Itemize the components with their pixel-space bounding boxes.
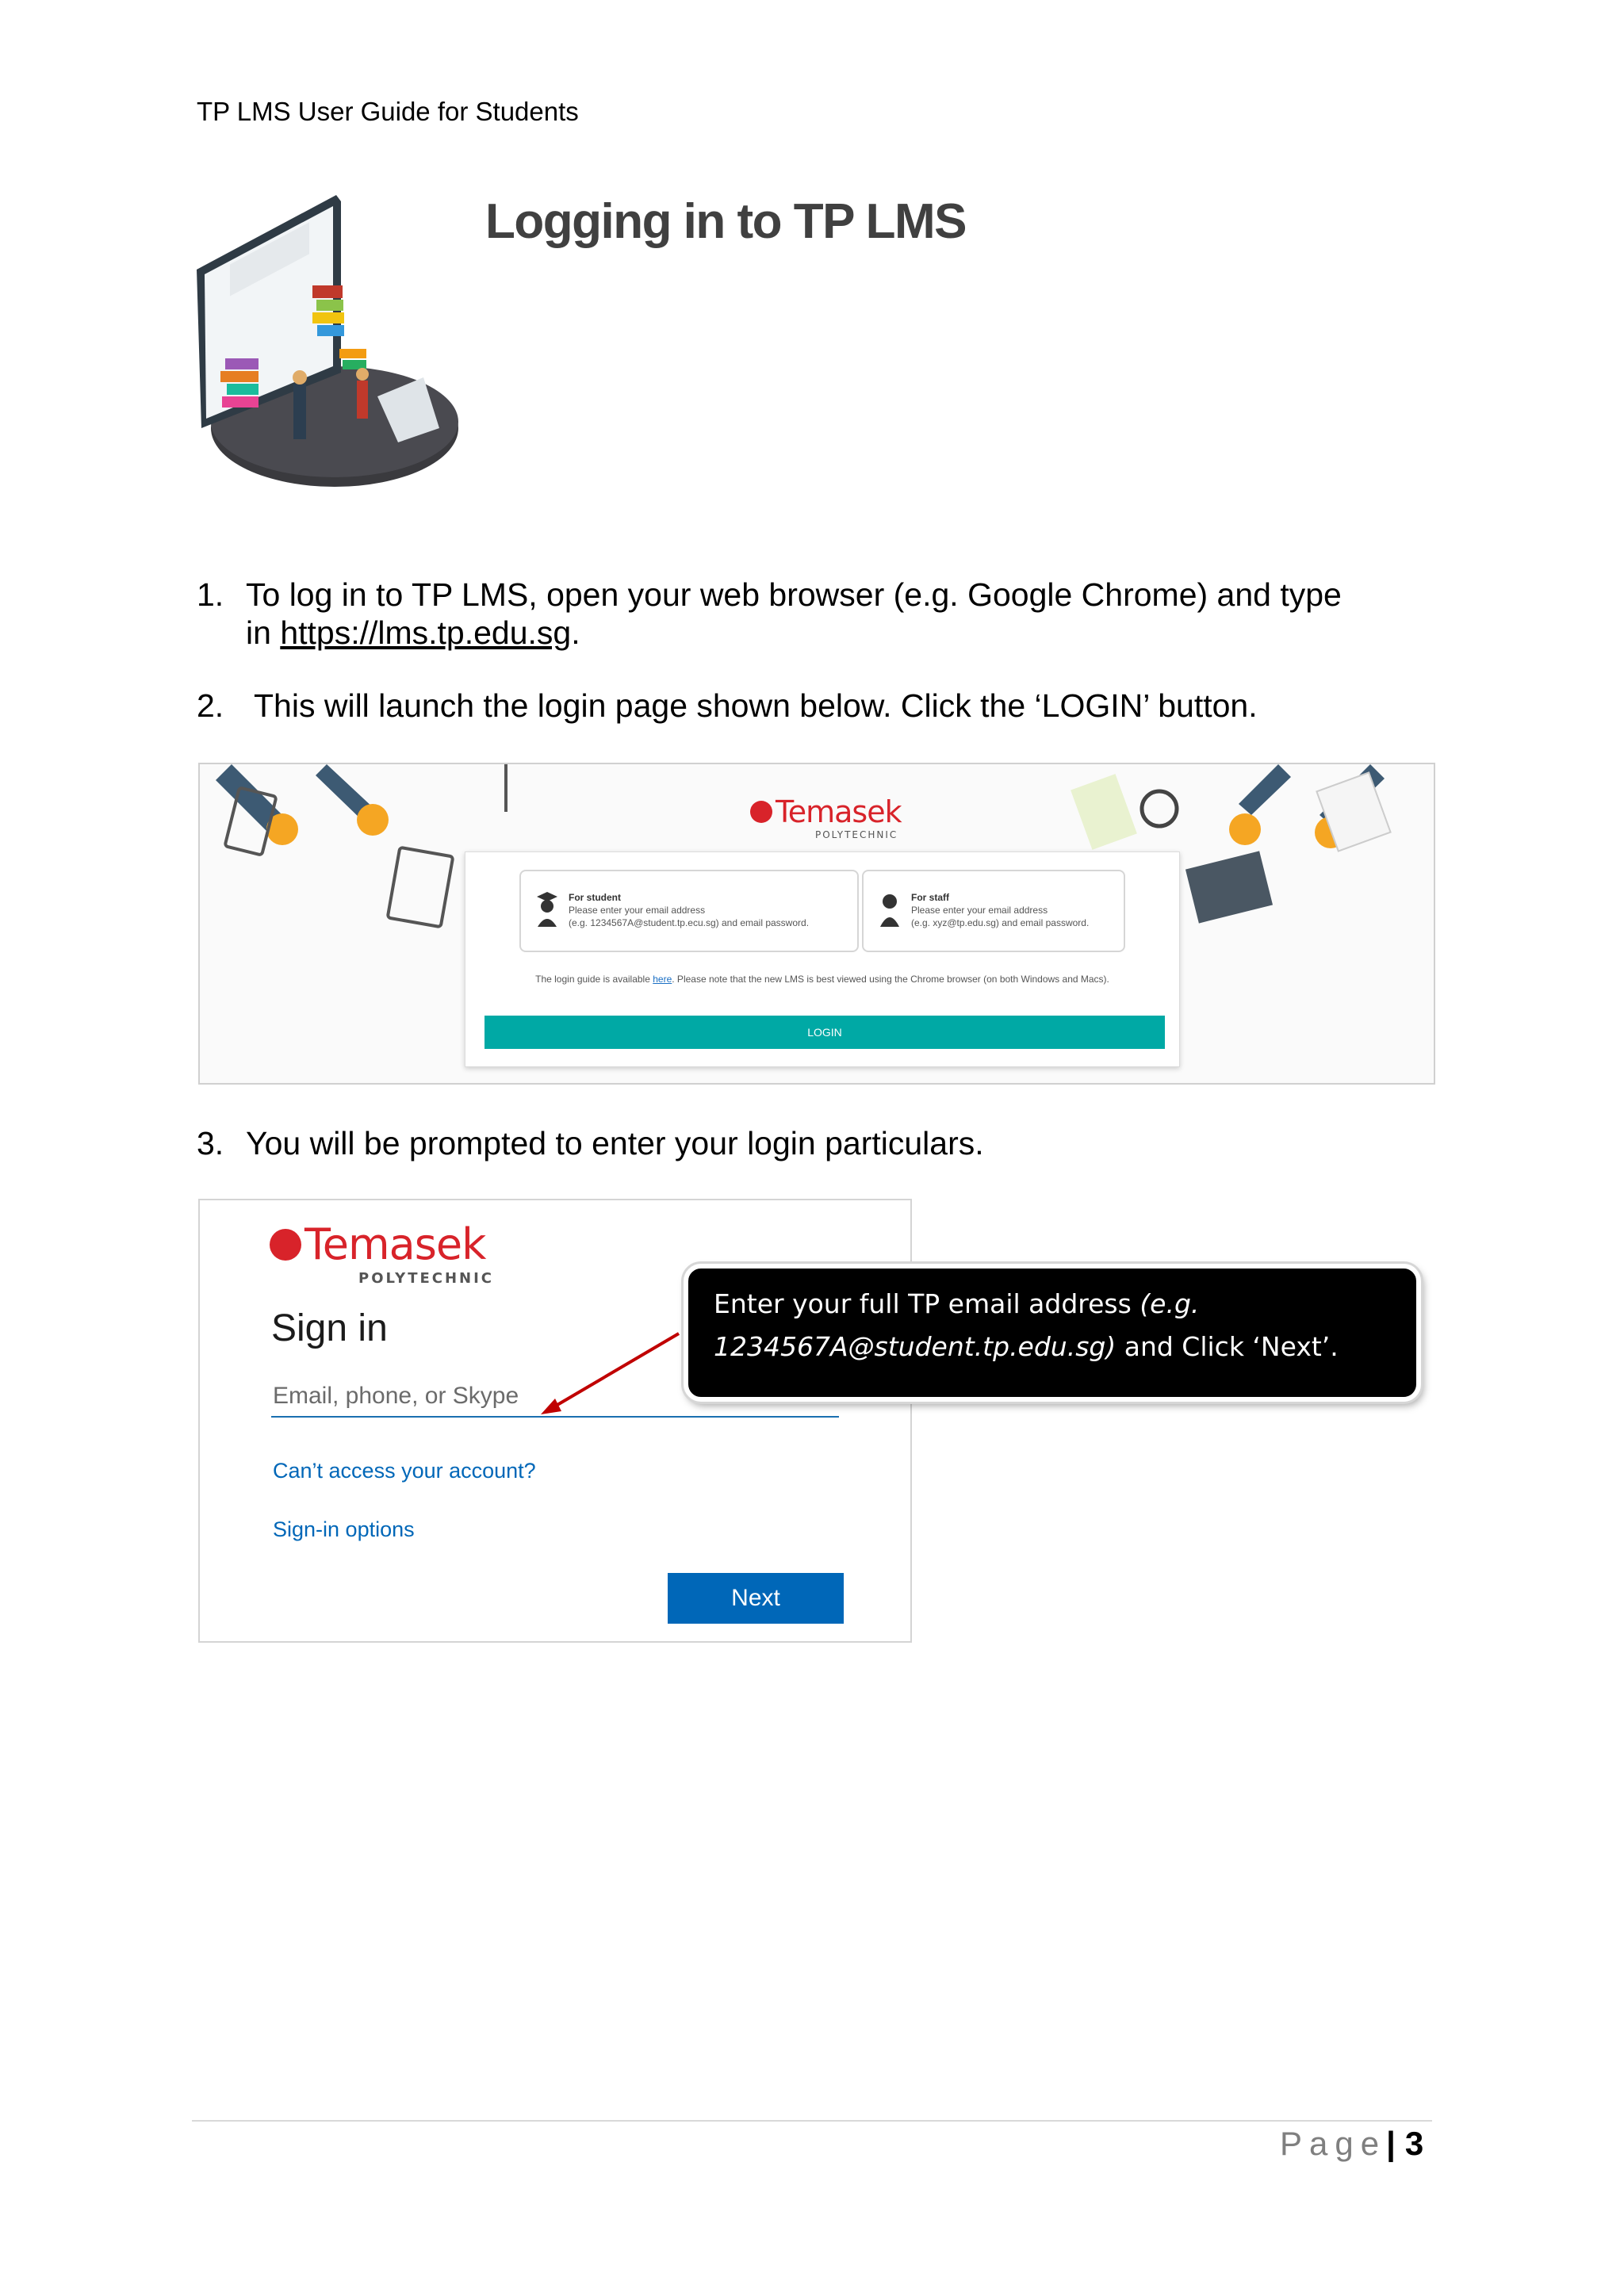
step-2	[197, 687, 1465, 726]
step-text: This will launch the login page shown below. Click the ‘LOGIN’ button.	[254, 687, 1258, 724]
instruction-callout	[684, 1264, 1421, 1402]
login-guide-link[interactable]: here	[653, 974, 672, 985]
staff-option[interactable]	[862, 870, 1125, 952]
temasek-logo-sub: POLYTECHNIC	[358, 1270, 495, 1287]
page-number	[1280, 2125, 1423, 2163]
page-separator: |	[1386, 2125, 1396, 2162]
student-option[interactable]	[519, 870, 859, 952]
lms-illustration	[193, 190, 479, 507]
temasek-logo	[270, 1219, 495, 1287]
page-number-value: 3	[1404, 2125, 1424, 2162]
step-text-continued	[246, 614, 580, 652]
temasek-logo-name: Temasek	[776, 794, 902, 829]
guide-text-suffix: . Please note that the new LMS is best viewed using the Chrome browser (on both Windows and Macs).	[672, 974, 1109, 985]
cant-access-account-link[interactable]: Can’t access your account?	[273, 1459, 536, 1483]
page-label: Page	[1280, 2125, 1387, 2162]
step-number: 3.	[197, 1125, 224, 1161]
step-3	[197, 1124, 1465, 1164]
student-option-line2: (e.g. 1234567A@student.tp.ecu.sg) and email password.	[569, 917, 810, 928]
lms-login-page-screenshot	[198, 763, 1435, 1085]
sign-in-options-link[interactable]: Sign-in options	[273, 1517, 415, 1541]
student-icon	[535, 890, 559, 928]
temasek-logo-name: Temasek	[304, 1219, 486, 1269]
step-text: To log in to TP LMS, open your web browser (e.g. Google Chrome) and type	[246, 576, 1342, 613]
next-button[interactable]: Next	[668, 1573, 844, 1624]
page-title: Logging in to TP LMS	[485, 194, 966, 249]
step-number: 1.	[197, 576, 224, 613]
temasek-logo-sub: POLYTECHNIC	[815, 829, 898, 840]
running-header: TP LMS User Guide for Students	[197, 97, 579, 126]
login-guide-note	[497, 973, 1147, 985]
lms-url-link[interactable]: https://lms.tp.edu.sg	[280, 614, 572, 651]
temasek-logo-mark	[270, 1229, 301, 1261]
student-option-line1: Please enter your email address	[569, 905, 706, 916]
guide-text-prefix: The login guide is available	[535, 974, 653, 985]
footer-divider	[192, 2120, 1432, 2122]
login-button[interactable]: LOGIN	[485, 1016, 1165, 1049]
staff-icon	[878, 890, 902, 928]
step-text-suffix: .	[571, 614, 580, 651]
step-number: 2.	[197, 687, 224, 724]
staff-option-line2: (e.g. xyz@tp.edu.sg) and email password.	[911, 917, 1090, 928]
callout-example-email: (e.g. 1234567A@student.tp.edu.sg)	[714, 1288, 1200, 1362]
callout-text-end: and Click ‘Next’.	[1116, 1331, 1339, 1362]
step-text-prefix: in	[246, 614, 281, 651]
staff-option-line1: Please enter your email address	[911, 905, 1048, 916]
sign-in-title: Sign in	[271, 1307, 388, 1349]
temasek-logo	[750, 794, 902, 840]
step-text: You will be prompted to enter your login particulars.	[246, 1125, 984, 1161]
step-1	[197, 576, 1465, 655]
staff-option-title: For staff	[911, 892, 949, 903]
callout-text: Enter your full TP email address	[714, 1288, 1140, 1319]
login-card	[465, 851, 1180, 1067]
temasek-logo-mark	[750, 801, 772, 823]
student-option-title: For student	[569, 892, 621, 903]
